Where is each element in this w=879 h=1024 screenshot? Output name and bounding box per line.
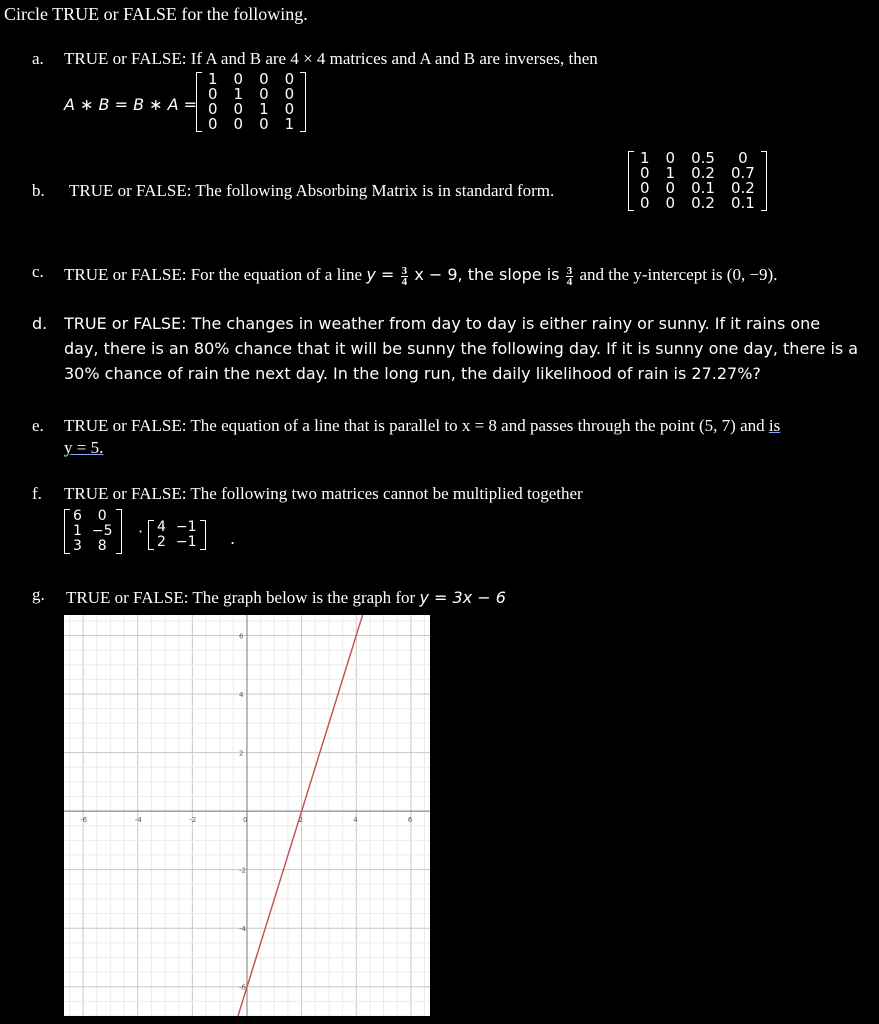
fraction-slope-2: $\frac{3}{4}$ — [566, 264, 573, 288]
equation-g: y = 3x − 6 — [419, 588, 506, 607]
matrix-cell: 1 — [208, 70, 218, 88]
question-text: TRUE or FALSE: If A and B are 4 × 4 matrices and A and B are inverses, then — [64, 49, 598, 68]
question-label: e. — [32, 416, 44, 435]
matrix-cell: 0.5 — [691, 149, 715, 167]
matrix-cell: 0 — [233, 115, 244, 133]
matrix-cell: 0.2 — [730, 179, 755, 197]
x-tick-label: -2 — [189, 816, 197, 825]
matrix-cell: 1 — [233, 85, 244, 103]
x-tick-label: 6 — [407, 816, 413, 825]
matrix-cell: 0 — [738, 149, 748, 167]
question-label: f. — [32, 484, 42, 503]
question-text: TRUE or FALSE: The following two matrices cannot be multiplied together — [64, 484, 583, 503]
line-graph — [64, 615, 430, 1016]
x-tick-label: -6 — [80, 816, 88, 825]
y-tick-label: 2 — [239, 749, 244, 758]
matrix-cell: 2 — [157, 534, 166, 550]
matrix-cell: 0 — [233, 70, 244, 88]
matrix-cell: 0 — [284, 85, 295, 103]
y-tick-label: 4 — [239, 691, 244, 700]
matrix-cell: −5 — [91, 523, 113, 539]
page-title: Circle TRUE or FALSE for the following. — [4, 4, 308, 24]
y-tick-label: -2 — [239, 866, 246, 875]
matrix-cell: 0 — [208, 115, 218, 133]
question-line: TRUE or FALSE: The changes in weather from day to day is either rainy or sunny. If it rains one — [64, 314, 821, 333]
x-tick-label: 2 — [298, 816, 304, 825]
question-line: day, there is an 80% chance that it will be sunny the following day. If it is sunny one day, there is a — [64, 339, 859, 358]
matrix-cell: 0 — [233, 100, 244, 118]
matrix-cell: 0 — [284, 70, 295, 88]
matrix-cell: 1 — [665, 164, 676, 182]
matrix-cell: 6 — [73, 508, 82, 524]
question-label: d. — [32, 314, 48, 333]
matrix-cell: 0.1 — [691, 179, 715, 197]
matrix-cell: 0.7 — [730, 164, 755, 182]
identity-matrix — [196, 72, 306, 132]
absorbing-matrix — [628, 151, 767, 211]
x-tick-label: -4 — [134, 816, 142, 825]
matrix-cell: 0 — [665, 179, 676, 197]
matrix-3x2 — [64, 509, 122, 554]
matrix-cell: −1 — [175, 534, 197, 550]
matrix-cell: 0 — [97, 508, 107, 524]
fraction-slope: $\frac{3}{4}$ — [401, 264, 408, 288]
question-text: TRUE or FALSE: The equation of a line that is parallel to x = 8 and passes through the point (5, 7) and — [64, 416, 765, 435]
question-line: 30% chance of rain the next day. In the long run, the daily likelihood of rain is 27.27%? — [64, 364, 761, 383]
matrix-cell: 1 — [640, 149, 650, 167]
matrix-2x2 — [148, 520, 206, 550]
equation-c-rest: x − 9, the slope is — [414, 265, 560, 284]
equation-a: A ∗ B = B ∗ A = — [64, 95, 198, 114]
question-text: TRUE or FALSE: For the equation of a line — [64, 265, 367, 284]
question-label: c. — [32, 262, 44, 281]
equation-c-y: y = — [366, 265, 395, 284]
matrix-cell: 1 — [73, 523, 82, 539]
matrix-cell: 0 — [665, 149, 676, 167]
question-text-is: is — [768, 416, 781, 435]
matrix-cell: 0 — [640, 194, 650, 212]
question-text-post: and the y-intercept is (0, −9). — [579, 265, 778, 284]
y-tick-label: -6 — [239, 983, 246, 992]
matrix-cell: 0 — [640, 164, 650, 182]
matrix-cell: 0 — [259, 85, 269, 103]
matrix-cell: 0 — [259, 115, 269, 133]
y-tick-label: 6 — [239, 632, 244, 641]
matrix-cell: 1 — [259, 100, 269, 118]
question-text: TRUE or FALSE: The graph below is the graph for — [66, 588, 416, 607]
matrix-cell: −1 — [175, 519, 197, 535]
matrix-cell: 4 — [157, 519, 166, 535]
matrix-cell: 0 — [208, 85, 218, 103]
matrix-cell: 8 — [97, 538, 107, 554]
matrix-cell: 0.2 — [691, 194, 715, 212]
matrix-cell: 0 — [259, 70, 269, 88]
period: . — [230, 529, 236, 548]
matrix-cell: 0.2 — [691, 164, 715, 182]
y-tick-label: -4 — [239, 925, 246, 934]
matrix-cell: 0 — [284, 100, 295, 118]
question-text-line2: y = 5. — [64, 438, 104, 457]
x-tick-label: 4 — [353, 816, 358, 825]
question-label: g. — [32, 585, 45, 604]
question-label: b. — [32, 181, 45, 200]
matrix-cell: 1 — [284, 115, 295, 133]
dot-operator: · — [138, 522, 144, 541]
x-tick-label: 0 — [243, 816, 248, 825]
matrix-cell: 0 — [640, 179, 650, 197]
question-label: a. — [32, 49, 44, 68]
matrix-cell: 0.1 — [730, 194, 755, 212]
matrix-cell: 0 — [208, 100, 218, 118]
matrix-cell: 0 — [665, 194, 676, 212]
matrix-cell: 3 — [73, 538, 82, 554]
question-text: TRUE or FALSE: The following Absorbing Matrix is in standard form. — [69, 181, 555, 200]
